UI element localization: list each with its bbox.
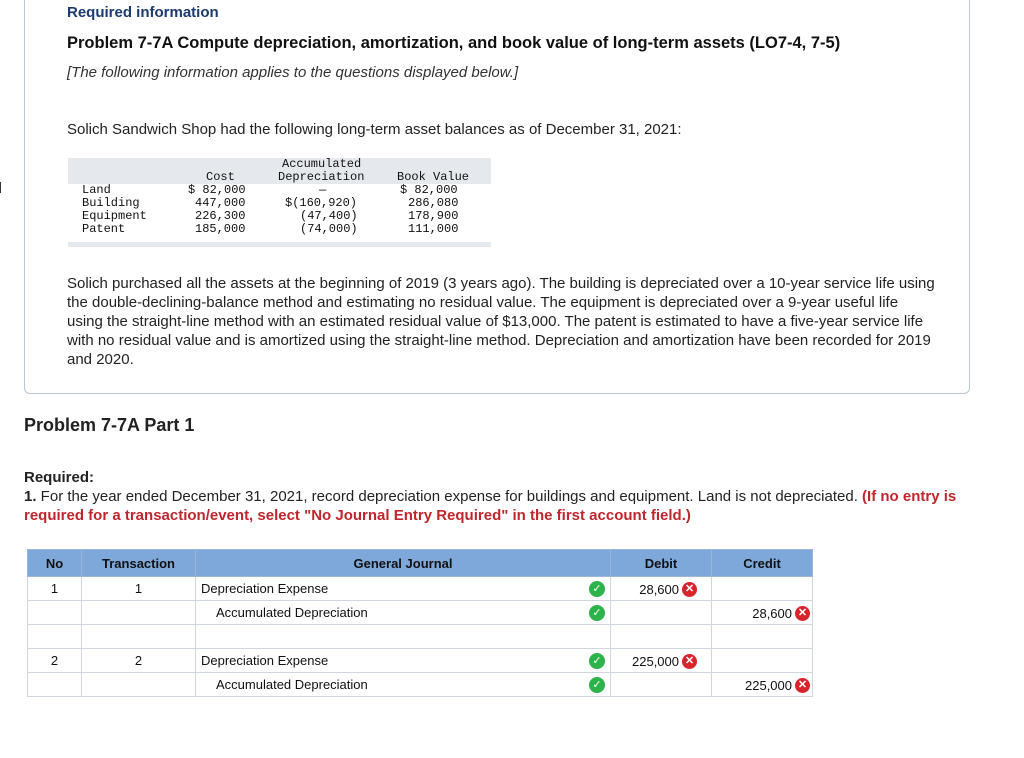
- cost-land: $ 82,000: [188, 183, 246, 197]
- spacer-cell: [28, 625, 82, 649]
- x-circle-icon: ✕: [795, 606, 810, 621]
- required-note: (If no entry is required for a transaction/event, select "No Journal Entry Required" in the first account field.): [24, 488, 957, 524]
- accum-land: —: [319, 183, 327, 197]
- part-title: Problem 7-7A Part 1: [24, 415, 195, 435]
- book-patent: 111,000: [408, 222, 459, 236]
- cost-patent: 185,000: [195, 222, 246, 236]
- journal-row: [28, 649, 813, 673]
- credit-cell[interactable]: [712, 649, 813, 673]
- row-transaction: [82, 601, 196, 625]
- credit-cell[interactable]: [712, 673, 813, 697]
- applies-note: [The following information applies to the questions displayed below.]: [67, 64, 519, 81]
- credit-amount[interactable]: 225,000: [745, 677, 792, 693]
- x-circle-icon: ✕: [682, 582, 697, 597]
- header-cost: Cost: [206, 170, 235, 184]
- debit-amount[interactable]: 28,600: [639, 581, 679, 597]
- check-circle-icon: ✓: [589, 653, 605, 669]
- check-circle-icon: ✓: [589, 605, 605, 621]
- required-text: For the year ended December 31, 2021, record depreciation expense for buildings and equipment. Land is not depreciated.: [36, 488, 863, 505]
- account-cell[interactable]: [196, 649, 611, 673]
- asset-building: Building: [82, 196, 140, 210]
- debit-cell[interactable]: [611, 577, 712, 601]
- row-transaction: 2: [82, 649, 196, 673]
- accum-equipment: (47,400): [300, 209, 358, 223]
- spacer-cell: [611, 625, 712, 649]
- narrative-text: Solich purchased all the assets at the beginning of 2019 (3 years ago). The building is depreciated over a 10-year service life using the double-declining-balance method and estimating no residual value. The equipment is depreciated over a 9-year useful life using the straight-line method with an estimated residual value of $13,000. The patent is estimated to have a five-year service life with no residual value and is amortized using the straight-line method. Depreciation and amortization have been recorded for 2019 and 2020.: [67, 275, 935, 368]
- journal-row: [28, 577, 813, 601]
- debit-cell[interactable]: [611, 601, 712, 625]
- intro-text: Solich Sandwich Shop had the following long-term asset balances as of December 31, 2021:: [67, 121, 682, 138]
- header-accumulated: Accumulated: [282, 157, 362, 171]
- debit-amount[interactable]: 225,000: [632, 653, 679, 669]
- debit-cell[interactable]: [611, 673, 712, 697]
- book-building: 286,080: [408, 196, 459, 210]
- x-circle-icon: ✕: [682, 654, 697, 669]
- header-transaction: Transaction: [82, 550, 196, 577]
- accum-patent: (74,000): [300, 222, 358, 236]
- asset-land: Land: [82, 183, 111, 197]
- spacer-cell: [82, 625, 196, 649]
- spacer-cell: [712, 625, 813, 649]
- cost-equipment: 226,300: [195, 209, 246, 223]
- credit-amount[interactable]: 28,600: [752, 605, 792, 621]
- x-circle-icon: ✕: [795, 678, 810, 693]
- general-journal-table: [27, 549, 813, 697]
- row-no: [28, 673, 82, 697]
- required-instruction: [24, 487, 984, 525]
- debit-cell[interactable]: [611, 649, 712, 673]
- problem-title: Problem 7-7A Compute depreciation, amortization, and book value of long-term assets (LO7-4, 7-5): [67, 34, 841, 52]
- row-transaction: [82, 673, 196, 697]
- book-land: $ 82,000: [400, 183, 458, 197]
- account-name[interactable]: Depreciation Expense: [201, 653, 329, 668]
- header-credit: Credit: [712, 550, 813, 577]
- required-label: Required:: [24, 469, 95, 486]
- cost-building: 447,000: [195, 196, 246, 210]
- spacer-cell: [196, 625, 611, 649]
- required-information-heading: Required information: [67, 4, 219, 21]
- asset-equipment: Equipment: [82, 209, 147, 223]
- journal-header-row: [28, 550, 813, 577]
- left-edge-marker: [0, 182, 1, 193]
- row-no: [28, 601, 82, 625]
- header-no: No: [28, 550, 82, 577]
- account-name[interactable]: Depreciation Expense: [201, 581, 329, 596]
- row-no: 1: [28, 577, 82, 601]
- account-name[interactable]: Accumulated Depreciation: [216, 677, 368, 692]
- header-depreciation: Depreciation: [278, 170, 365, 184]
- accum-building: $(160,920): [285, 196, 358, 210]
- row-no: 2: [28, 649, 82, 673]
- account-cell[interactable]: [196, 673, 611, 697]
- check-circle-icon: ✓: [589, 677, 605, 693]
- credit-cell[interactable]: [712, 601, 813, 625]
- asset-balances-table: [68, 158, 491, 248]
- credit-cell[interactable]: [712, 577, 813, 601]
- account-cell[interactable]: [196, 577, 611, 601]
- header-book-value: Book Value: [397, 170, 470, 184]
- row-transaction: 1: [82, 577, 196, 601]
- balances-footer-band: [68, 242, 491, 247]
- header-debit: Debit: [611, 550, 712, 577]
- required-number: 1.: [24, 488, 37, 505]
- check-circle-icon: ✓: [589, 581, 605, 597]
- book-equipment: 178,900: [408, 209, 459, 223]
- account-cell[interactable]: [196, 601, 611, 625]
- header-general-journal: General Journal: [196, 550, 611, 577]
- account-name[interactable]: Accumulated Depreciation: [216, 605, 368, 620]
- asset-patent: Patent: [82, 222, 126, 236]
- journal-row: [28, 673, 813, 697]
- journal-row: [28, 601, 813, 625]
- journal-spacer-row: [28, 625, 813, 649]
